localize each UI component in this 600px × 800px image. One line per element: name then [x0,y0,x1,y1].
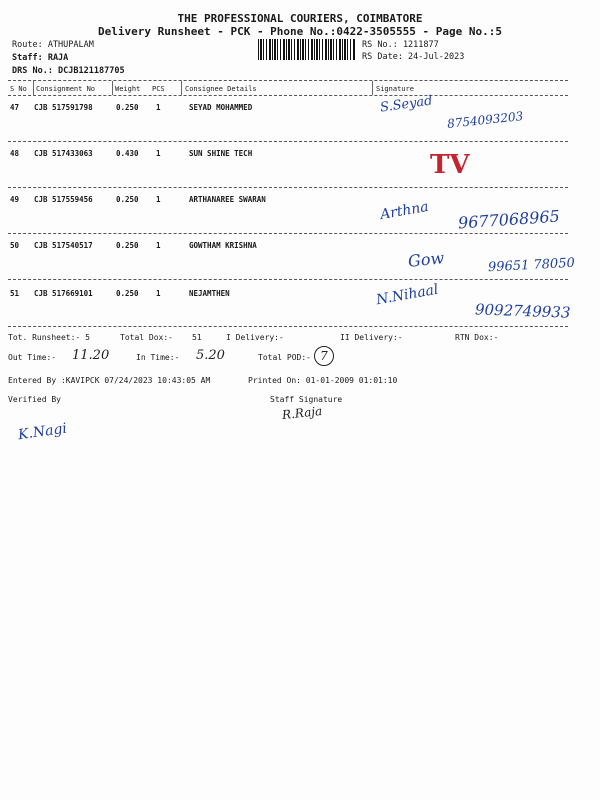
signature-phone: 8754093203 [446,109,524,131]
col-signature: Signature [376,85,414,93]
staff-signature: R.Raja [281,403,323,423]
entered-by: Entered By :KAVIPCK 07/24/2023 10:43:05 AM [8,376,211,385]
col-pcs: PCS [152,85,165,93]
out-time-value: 11.20 [72,348,110,363]
table-row-weight: 0.250 [116,195,139,204]
in-time-value: 5.20 [196,348,225,363]
signature-name: Arthna [378,198,430,224]
table-row-consignee: SUN SHINE TECH [189,149,253,158]
verifier-signature: K.Nagi [17,420,68,444]
row-divider [8,233,568,234]
signature-phone: 9092749933 [474,300,571,322]
rtn-dox: RTN Dox:- [455,333,499,342]
table-row-sno: 51 [10,289,20,298]
table-row-pcs: 1 [156,149,161,158]
table-row-sno: 48 [10,149,20,158]
rs-number: RS No.: 1211877 [362,40,439,50]
col-consignee: Consignee Details [185,85,257,93]
staff-label: Staff: RAJA [12,53,69,63]
table-row-weight: 0.250 [116,103,139,112]
table-row-consignment: CJB 517540517 [34,241,93,250]
barcode-image [258,39,355,60]
company-name: THE PROFESSIONAL COURIERS, COIMBATORE [177,12,423,25]
ii-delivery: II Delivery:- [340,333,403,342]
table-row-pcs: 1 [156,103,161,112]
signature-phone: 9677068965 [457,206,561,233]
table-bottom-rule [8,326,568,327]
col-weight: Weight [115,85,141,93]
drs-number: DRS No.: DCJB121187705 [12,66,125,76]
table-row-consignment: CJB 517559456 [34,195,93,204]
in-time-label: In Time:- [136,353,180,362]
table-row-consignment: CJB 517433063 [34,149,93,158]
table-row-sno: 49 [10,195,20,204]
table-row-pcs: 1 [156,195,161,204]
table-top-rule [8,80,568,81]
out-time-label: Out Time:- [8,353,57,362]
table-header-rule [8,95,568,96]
table-row-consignee: GOWTHAM KRISHNA [189,241,257,250]
col-consignment: Consignment No [36,85,96,93]
row-divider [8,141,568,142]
staff-signature-label: Staff Signature [270,395,343,404]
signature-name: TV [430,150,470,180]
signature-name: Gow [407,248,446,271]
col-sno: S No [10,85,27,93]
table-row-consignee: ARTHANAREE SWARAN [189,195,266,204]
row-divider [8,279,568,280]
table-row-consignee: NEJAMTHEN [189,289,230,298]
runsheet-title: Delivery Runsheet - PCK - Phone No.:0422-3505555 - Page No.:5 [98,25,502,38]
row-divider [8,187,568,188]
table-row-sno: 50 [10,241,20,250]
table-row-weight: 0.250 [116,241,139,250]
rs-date: RS Date: 24-Jul-2023 [362,52,465,62]
verified-by-label: Verified By [8,395,61,404]
total-runsheet: Tot. Runsheet:- 5 [8,333,90,342]
table-row-weight: 0.430 [116,149,139,158]
table-row-consignment: CJB 517591798 [34,103,93,112]
printed-on: Printed On: 01-01-2009 01:01:10 [248,376,398,385]
table-row-weight: 0.250 [116,289,139,298]
route-label: Route: ATHUPALAM [12,40,94,50]
table-row-consignment: CJB 517669101 [34,289,93,298]
total-dox-label: Total Dox:- [120,333,173,342]
table-row-pcs: 1 [156,241,161,250]
i-delivery: I Delivery:- [226,333,284,342]
total-pod-label: Total POD:- [258,353,311,362]
signature-phone: 99651 78050 [487,255,576,276]
table-row-consignee: SEYAD MOHAMMED [189,103,253,112]
total-dox-value: 51 [192,333,202,342]
signature-name: S.Seyad [379,93,434,116]
table-row-pcs: 1 [156,289,161,298]
table-row-sno: 47 [10,103,20,112]
total-pod-value: 7 [314,346,334,366]
signature-name: N.Nihaal [375,281,440,309]
